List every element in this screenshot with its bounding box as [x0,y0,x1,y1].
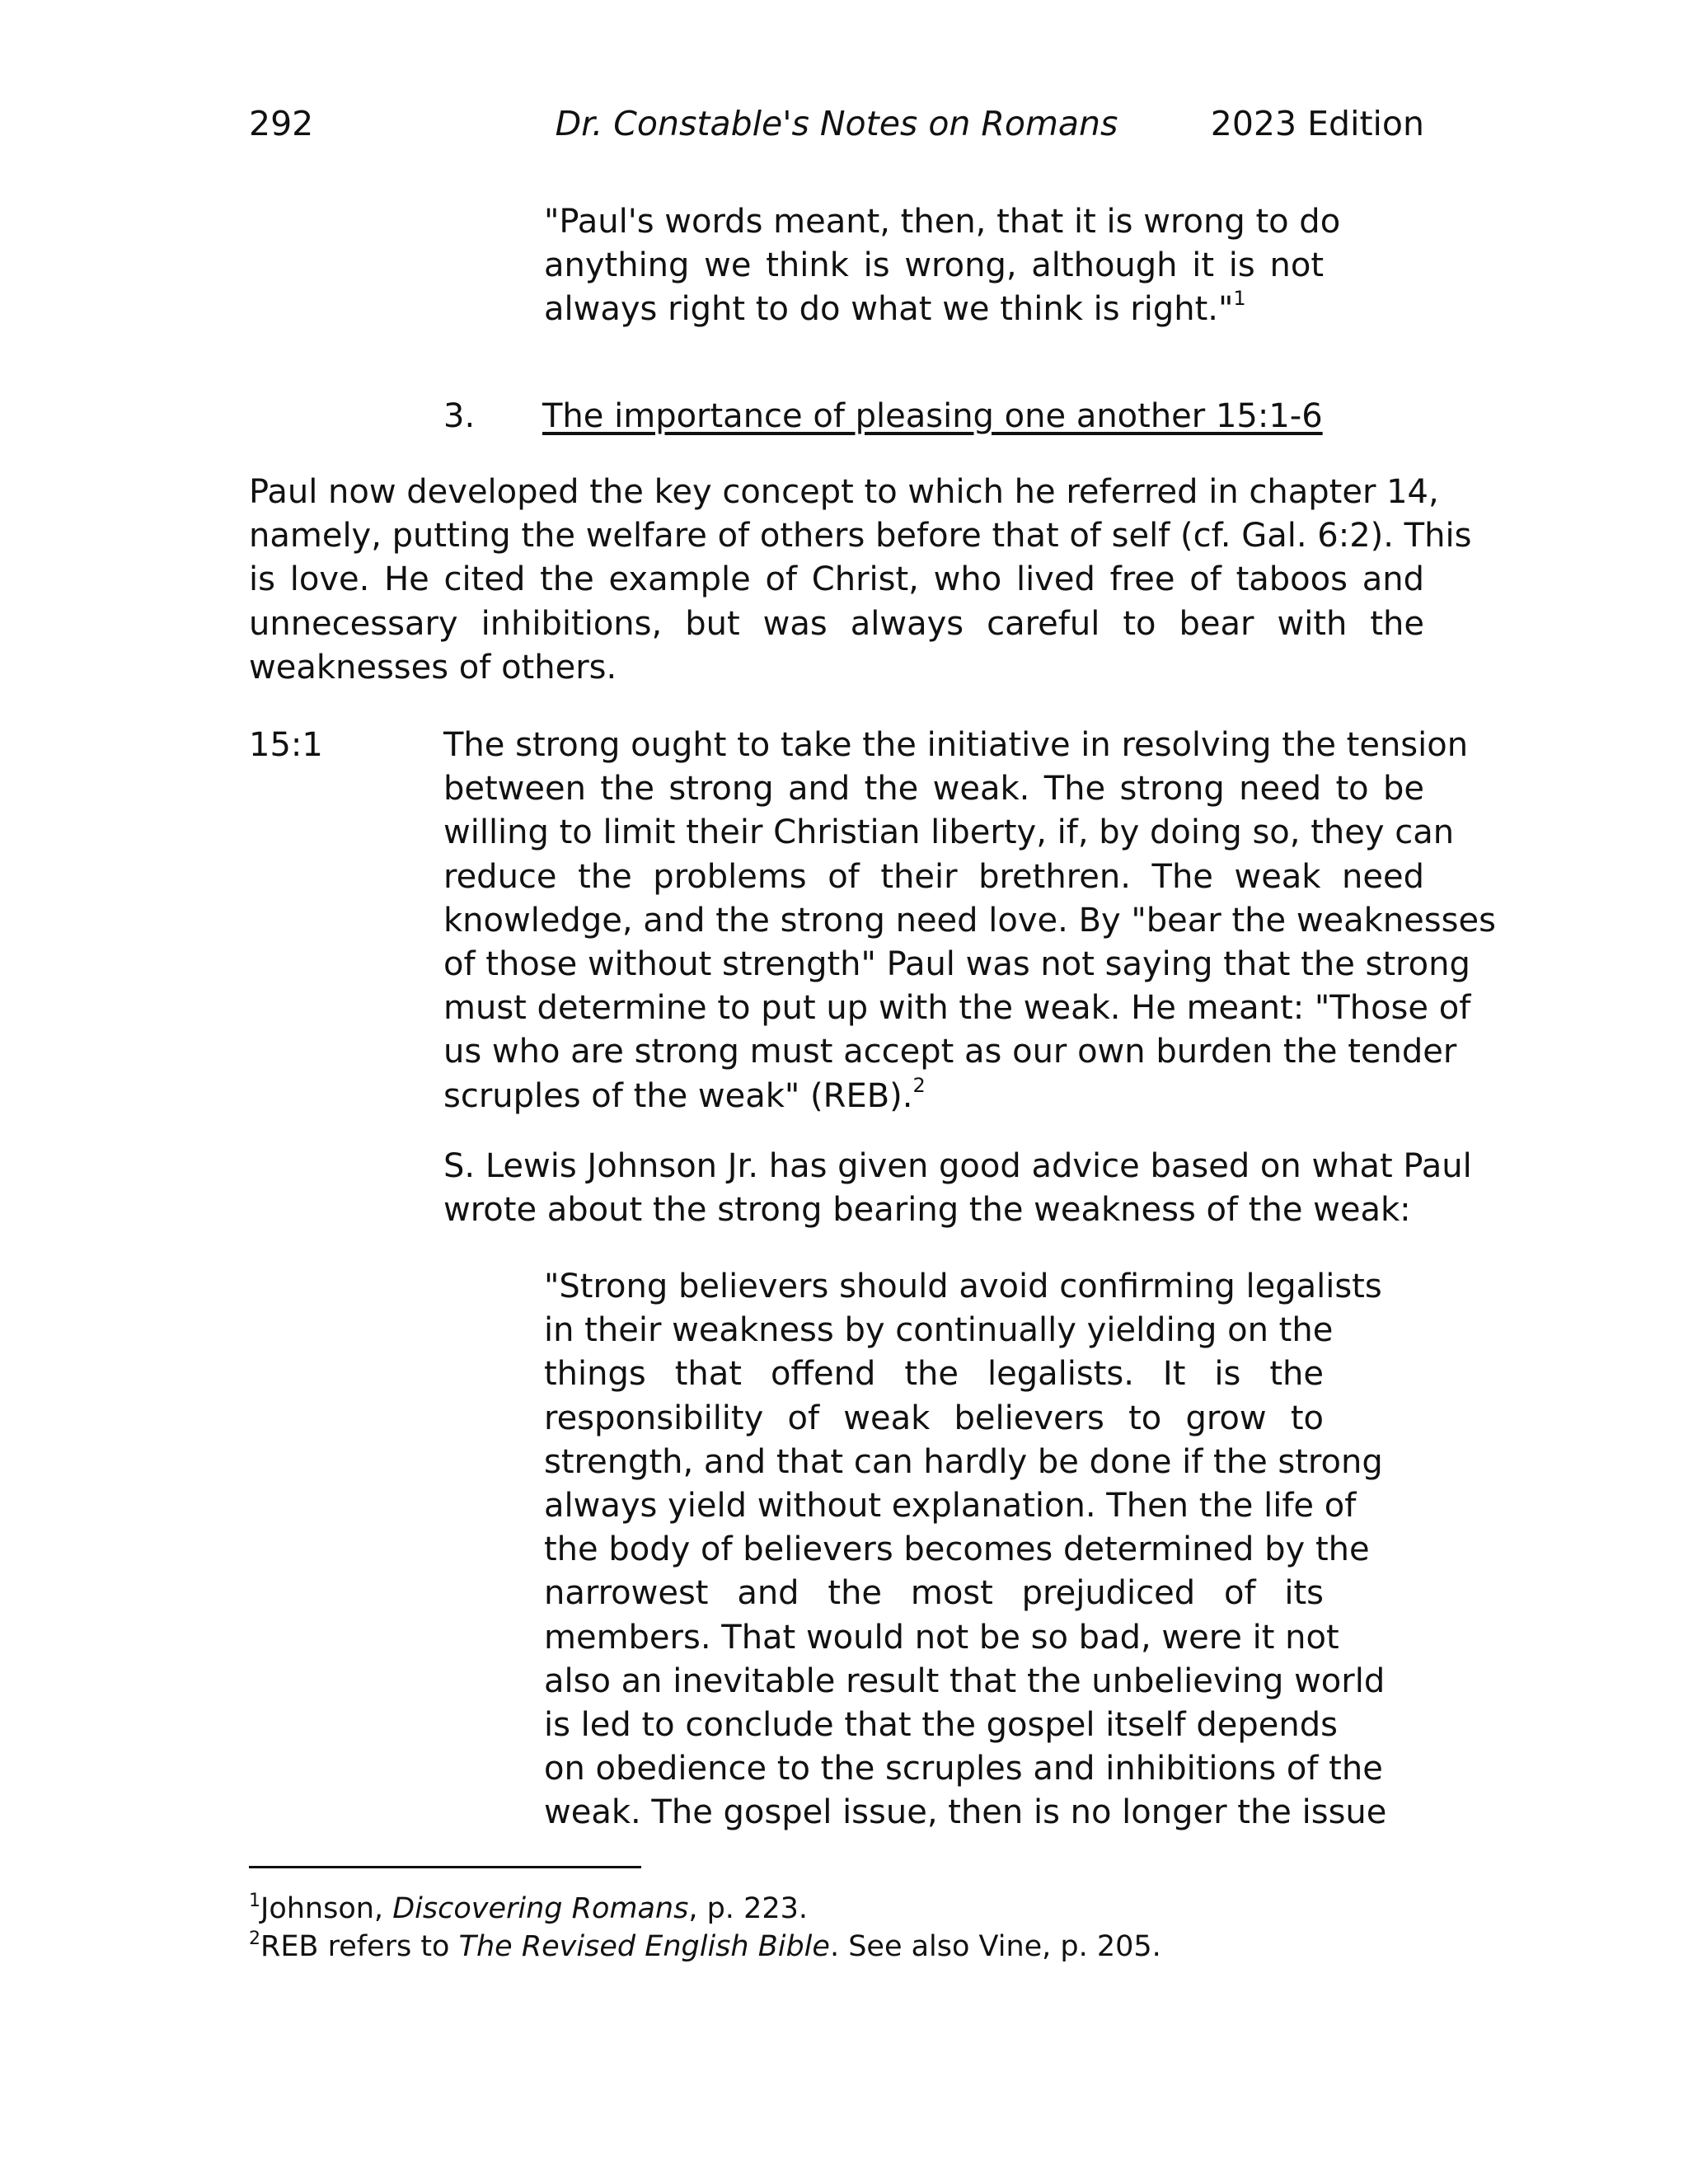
running-header [249,101,1424,147]
quote-line: also an inevitable result that the unbelieving world [544,1661,1386,1700]
footnote-2 [249,1928,1161,1966]
paragraph-line: S. Lewis Johnson Jr. has given good advice based on what Paul [443,1147,1472,1185]
quote-line: weak. The gospel issue, then is no longer the issue [544,1793,1387,1832]
quote-line: in their weakness by continually yielding on the [544,1311,1334,1350]
paragraph-line: Paul now developed the key concept to which he referred in chapter 14, [249,473,1439,511]
paragraph-line: between the strong and the weak. The strong need to be [443,770,1424,808]
paragraph-line-last [443,1075,1424,1118]
footnote-ref-1[interactable]: 1 [1233,287,1246,311]
quote-line-last [544,288,1324,331]
quote-line: on obedience to the scruples and inhibitions of the [544,1750,1383,1788]
quote-line: the body of believers becomes determined by the [544,1530,1370,1569]
footnote-text: , p. 223. [688,1892,808,1925]
footnote-text: . See also Vine, p. 205. [829,1930,1161,1963]
quote-line: always yield without explanation. Then the life of [544,1486,1357,1525]
paragraph-line: unnecessary inhibitions, but was always careful to bear with the [249,604,1424,643]
footnote-marker: 1 [249,1891,260,1911]
quote-line: members. That would not be so bad, were it not [544,1618,1339,1657]
footnote-marker: 2 [249,1929,260,1949]
footnote-text: Johnson, [260,1892,393,1925]
quote-line: "Paul's words meant, then, that it is wrong to do [544,203,1341,241]
paragraph-line: The strong ought to take the initiative in resolving the tension [443,726,1469,764]
block-quote-johnson [544,1265,1387,1835]
edition-label: 2023 Edition [1210,104,1424,143]
running-title: Dr. Constable's Notes on Romans [555,104,1118,143]
footnote-1 [249,1890,808,1928]
block-quote-top [544,200,1341,332]
section-heading [443,394,1323,438]
footnote-text: REB refers to [260,1930,459,1963]
verse-commentary [443,724,1496,1118]
footnote-divider [249,1866,641,1868]
verse-reference: 15:1 [249,726,323,764]
paragraph-line: knowledge, and the strong need love. By "bear the weaknesses [443,901,1496,940]
section-title: The importance of pleasing one another 15:1-6 [542,397,1323,435]
paragraph-line: namely, putting the welfare of others before that of self (cf. Gal. 6:2). This [249,517,1472,555]
quote-line: narrowest and the most prejudiced of its [544,1574,1324,1613]
paragraph-line: weaknesses of others. [249,648,617,687]
paragraph-line-text: scruples of the weak" (REB). [443,1076,913,1115]
quote-line: responsibility of weak believers to grow to [544,1399,1324,1437]
quote-line: anything we think is wrong, although it is not [544,246,1324,285]
paragraph-line: must determine to put up with the weak. He meant: "Those of [443,989,1471,1028]
intro-paragraph [249,471,1472,690]
footnote-ref-2[interactable]: 2 [912,1073,926,1097]
paragraph-line: wrote about the strong bearing the weakness of the weak: [443,1191,1411,1230]
paragraph-line: willing to limit their Christian liberty, if, by doing so, they can [443,813,1455,852]
quote-line: is led to conclude that the gospel itself depends [544,1705,1338,1744]
quote-line: "Strong believers should avoid confirming legalists [544,1268,1382,1305]
quote-line: strength, and that can hardly be done if the strong [544,1442,1383,1481]
paragraph-line: is love. He cited the example of Christ, who lived free of taboos and [249,560,1424,599]
section-number: 3. [443,397,476,435]
johnson-intro-paragraph [443,1145,1472,1232]
paragraph-line: reduce the problems of their brethren. The weak need [443,857,1424,896]
footnote-book-title: The Revised English Bible [458,1930,830,1963]
quote-line: things that offend the legalists. It is the [544,1355,1324,1394]
page-number: 292 [249,104,314,143]
paragraph-line: us who are strong must accept as our own burden the tender [443,1033,1457,1071]
quote-line-text: always right to do what we think is right." [544,290,1234,329]
footnote-book-title: Discovering Romans [392,1892,689,1925]
paragraph-line: of those without strength" Paul was not saying that the strong [443,944,1470,983]
